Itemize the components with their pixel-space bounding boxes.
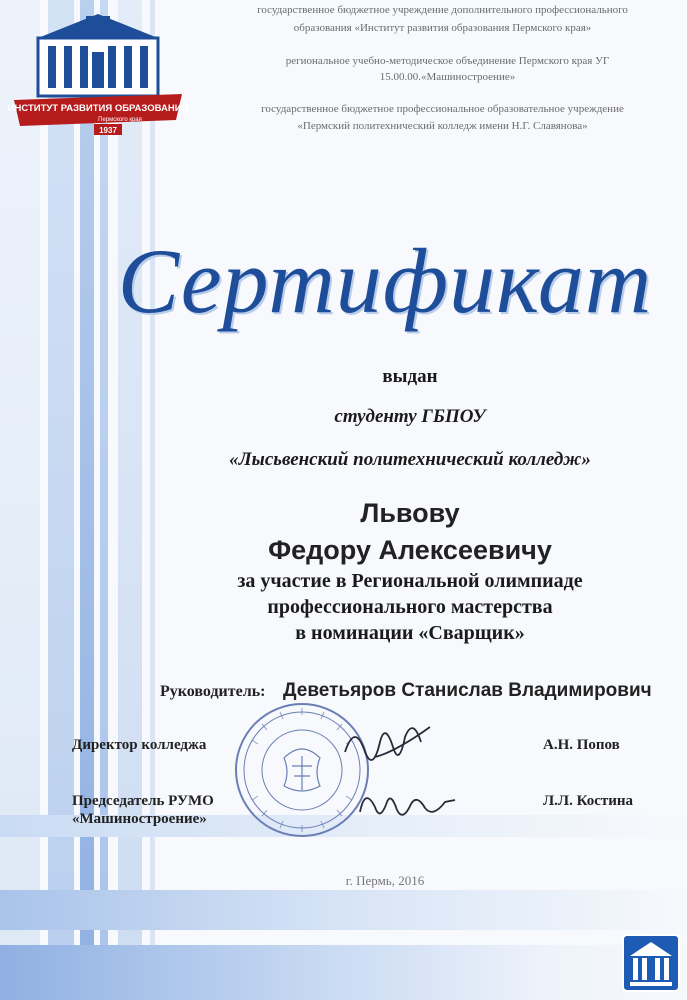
rumo-signature [355,782,460,827]
decor-band [0,890,687,930]
college-emblem-icon [622,934,680,992]
place-and-year: г. Пермь, 2016 [345,873,425,888]
institute-logo [8,8,188,136]
supervisor-label: Руководитель: [160,683,266,700]
award-description: профессионального мастерства [267,596,553,618]
header-institution-line: государственное бюджетное профессиональное образовательное учреждение [261,103,624,115]
certificate-title: Сертификат [117,230,653,332]
award-description: за участие в Региональной олимпиаде [237,570,583,592]
decor-stripe [48,0,74,1000]
decor-stripe [0,0,40,1000]
logo-year: 1937 [99,126,117,135]
decor-band [0,945,687,1000]
college-name: «Лысьвенский политехнический колледж» [229,449,591,470]
issued-label: выдан [382,366,438,387]
header-institution-line: 15.00.00.«Машиностроение» [379,71,516,83]
award-nomination: в номинации «Сварщик» [295,622,525,644]
recipient-given-name: Федору Алексеевичу [268,535,552,565]
decor-stripe [118,0,142,1000]
rumo-chair-label: Председатель РУМО [72,793,214,809]
logo-subtext: Пермского края [98,117,142,123]
rumo-organization: «Машиностроение» [72,811,207,827]
logo-banner-text: ИНСТИТУТ РАЗВИТИЯ ОБРАЗОВАНИЯ [8,103,188,114]
recipient-surname: Львову [360,498,460,528]
header-institution-line: региональное учебно-методическое объединение Пермского края УГ [285,55,610,67]
director-name: А.Н. Попов [543,737,620,753]
rumo-chair-name: Л.Л. Костина [543,793,634,809]
director-signature [335,712,435,782]
decor-stripe [150,0,155,1000]
supervisor-name: Деветьяров Станислав Владимирович [283,680,652,701]
decor-stripe [80,0,94,1000]
recipient-role: студенту ГБПОУ [334,406,486,427]
decor-stripe [100,0,108,1000]
header-institution-line: образования «Институт развития образования Пермского края» [293,22,592,34]
header-institution-line: государственное бюджетное учреждение дополнительного профессионального [257,4,628,16]
header-institution-line: «Пермский политехнический колледж имени Н.Г. Славянова» [297,120,588,132]
director-label: Директор колледжа [72,737,207,753]
